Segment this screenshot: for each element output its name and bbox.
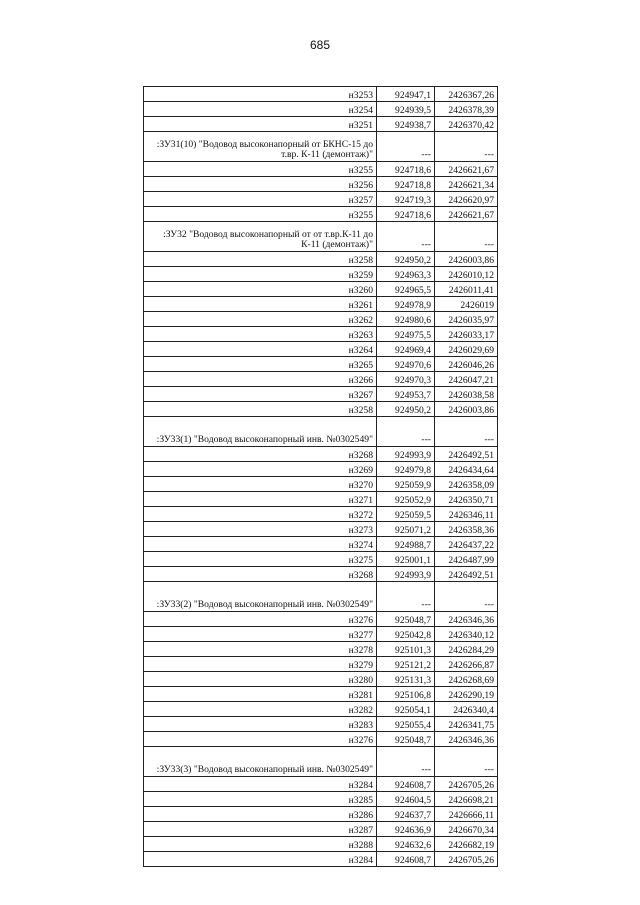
coordinate-x: 925059,5 <box>377 507 435 522</box>
coordinate-x: 924719,3 <box>377 192 435 207</box>
point-name: н3276 <box>144 612 377 627</box>
coordinate-x: 924969,4 <box>377 342 435 357</box>
point-name: н3283 <box>144 717 377 732</box>
coordinate-x: 925106,8 <box>377 687 435 702</box>
coordinate-x: --- <box>377 582 435 612</box>
coordinate-y: 2426358,36 <box>435 522 498 537</box>
point-name: н3262 <box>144 312 377 327</box>
coordinate-y: --- <box>435 417 498 447</box>
coordinate-x: 924718,6 <box>377 162 435 177</box>
point-name: н3278 <box>144 642 377 657</box>
section-header-row <box>144 132 498 162</box>
coordinate-x: 924947,1 <box>377 87 435 102</box>
table-row <box>144 702 498 717</box>
coordinate-x: 924988,7 <box>377 537 435 552</box>
coordinate-y: --- <box>435 222 498 252</box>
point-name: н3277 <box>144 627 377 642</box>
page-number: 685 <box>309 38 331 52</box>
point-name: н3263 <box>144 327 377 342</box>
coordinate-y: 2426047,21 <box>435 372 498 387</box>
table-row <box>144 162 498 177</box>
coordinate-y: 2426011,41 <box>435 282 498 297</box>
coordinate-x: 925048,7 <box>377 732 435 747</box>
point-name: н3282 <box>144 702 377 717</box>
point-name: н3271 <box>144 492 377 507</box>
table-row <box>144 537 498 552</box>
coordinate-x: 924938,7 <box>377 117 435 132</box>
point-name: н3264 <box>144 342 377 357</box>
point-name: н3287 <box>144 822 377 837</box>
point-name: н3261 <box>144 297 377 312</box>
coordinate-y: 2426346,11 <box>435 507 498 522</box>
point-name: н3268 <box>144 447 377 462</box>
coordinate-x: 925048,7 <box>377 612 435 627</box>
section-title: :ЗУ33(1) "Водовод высоконапорный инв. №0302549" <box>144 417 377 447</box>
coordinate-x: 925042,8 <box>377 627 435 642</box>
coordinate-x: 924632,6 <box>377 837 435 852</box>
table-row <box>144 252 498 267</box>
table-row <box>144 312 498 327</box>
coordinate-x: 924993,9 <box>377 567 435 582</box>
section-title: :ЗУ31(10) "Водовод высоконапорный от БКНС-15 до т.вр. К-11 (демонтаж)" <box>144 132 377 162</box>
coordinate-x: --- <box>377 222 435 252</box>
coordinate-y: 2426621,34 <box>435 177 498 192</box>
point-name: н3255 <box>144 207 377 222</box>
table-row <box>144 657 498 672</box>
coordinate-x: 924993,9 <box>377 447 435 462</box>
coordinate-x: 924963,3 <box>377 267 435 282</box>
coordinate-x: 924979,8 <box>377 462 435 477</box>
point-name: н3268 <box>144 567 377 582</box>
coordinate-y: 2426029,69 <box>435 342 498 357</box>
table-row <box>144 567 498 582</box>
coordinate-y: 2426705,26 <box>435 852 498 867</box>
coordinate-y: 2426340,4 <box>435 702 498 717</box>
coordinate-y: 2426046,26 <box>435 357 498 372</box>
coordinate-x: 924950,2 <box>377 252 435 267</box>
coordinate-y: 2426340,12 <box>435 627 498 642</box>
section-title: :ЗУ33(2) "Водовод высоконапорный инв. №0302549" <box>144 582 377 612</box>
coordinate-x: 924636,9 <box>377 822 435 837</box>
table-row <box>144 372 498 387</box>
table-row <box>144 402 498 417</box>
section-title: :ЗУ33(3) "Водовод высоконапорный инв. №0302549" <box>144 747 377 777</box>
table-row <box>144 357 498 372</box>
table-row <box>144 807 498 822</box>
coordinate-y: 2426370,42 <box>435 117 498 132</box>
table-row <box>144 447 498 462</box>
point-name: н3253 <box>144 87 377 102</box>
table-row <box>144 672 498 687</box>
table-row <box>144 612 498 627</box>
coordinate-y: 2426038,58 <box>435 387 498 402</box>
coordinate-y: 2426492,51 <box>435 447 498 462</box>
point-name: н3256 <box>144 177 377 192</box>
table-row <box>144 492 498 507</box>
coordinate-x: 925121,2 <box>377 657 435 672</box>
coordinate-y: 2426003,86 <box>435 252 498 267</box>
coordinate-y: 2426682,19 <box>435 837 498 852</box>
section-header-row <box>144 747 498 777</box>
point-name: н3260 <box>144 282 377 297</box>
table-row <box>144 642 498 657</box>
point-name: н3281 <box>144 687 377 702</box>
coordinate-y: 2426620,97 <box>435 192 498 207</box>
coordinates-table-body <box>144 87 498 867</box>
coordinate-x: 925071,2 <box>377 522 435 537</box>
table-row <box>144 87 498 102</box>
point-name: н3272 <box>144 507 377 522</box>
coordinate-y: 2426010,12 <box>435 267 498 282</box>
coordinate-x: 924939,5 <box>377 102 435 117</box>
point-name: н3274 <box>144 537 377 552</box>
coordinate-y: 2426035,97 <box>435 312 498 327</box>
coordinate-y: 2426346,36 <box>435 732 498 747</box>
table-row <box>144 822 498 837</box>
coordinate-y: 2426341,75 <box>435 717 498 732</box>
point-name: н3279 <box>144 657 377 672</box>
table-row <box>144 282 498 297</box>
coordinate-x: 925059,9 <box>377 477 435 492</box>
point-name: н3266 <box>144 372 377 387</box>
section-header-row <box>144 582 498 612</box>
table-row <box>144 462 498 477</box>
coordinate-x: 924718,6 <box>377 207 435 222</box>
coordinate-x: 924637,7 <box>377 807 435 822</box>
point-name: н3276 <box>144 732 377 747</box>
coordinate-x: --- <box>377 132 435 162</box>
point-name: н3258 <box>144 252 377 267</box>
coordinate-y: 2426666,11 <box>435 807 498 822</box>
coordinate-x: 925052,9 <box>377 492 435 507</box>
coordinate-x: 924965,5 <box>377 282 435 297</box>
point-name: н3269 <box>144 462 377 477</box>
coordinate-x: 924980,6 <box>377 312 435 327</box>
coordinate-y: --- <box>435 582 498 612</box>
coordinate-x: 924970,6 <box>377 357 435 372</box>
coordinate-y: 2426378,39 <box>435 102 498 117</box>
coordinate-y: 2426437,22 <box>435 537 498 552</box>
coordinate-x: 924978,9 <box>377 297 435 312</box>
table-row <box>144 627 498 642</box>
section-header-row <box>144 417 498 447</box>
coordinate-x: 924953,7 <box>377 387 435 402</box>
coordinate-y: 2426487,99 <box>435 552 498 567</box>
table-row <box>144 852 498 867</box>
table-row <box>144 342 498 357</box>
coordinate-x: 924975,5 <box>377 327 435 342</box>
point-name: н3255 <box>144 162 377 177</box>
table-row <box>144 792 498 807</box>
table-row <box>144 522 498 537</box>
coordinate-x: --- <box>377 747 435 777</box>
table-row <box>144 477 498 492</box>
point-name: н3258 <box>144 402 377 417</box>
coordinate-x: 924608,7 <box>377 852 435 867</box>
point-name: н3285 <box>144 792 377 807</box>
point-name: н3270 <box>144 477 377 492</box>
table-row <box>144 507 498 522</box>
table-row <box>144 837 498 852</box>
coordinate-y: 2426670,34 <box>435 822 498 837</box>
point-name: н3284 <box>144 852 377 867</box>
coordinate-y: 2426698,21 <box>435 792 498 807</box>
coordinate-x: 925131,3 <box>377 672 435 687</box>
coordinate-x: 924718,8 <box>377 177 435 192</box>
table-row <box>144 117 498 132</box>
table-row <box>144 777 498 792</box>
point-name: н3265 <box>144 357 377 372</box>
coordinate-x: 924608,7 <box>377 777 435 792</box>
table-row <box>144 387 498 402</box>
coordinate-x: --- <box>377 417 435 447</box>
table-row <box>144 267 498 282</box>
coordinate-y: 2426492,51 <box>435 567 498 582</box>
table-row <box>144 552 498 567</box>
point-name: н3286 <box>144 807 377 822</box>
point-name: н3257 <box>144 192 377 207</box>
section-header-row <box>144 222 498 252</box>
table-row <box>144 717 498 732</box>
coordinate-y: 2426266,87 <box>435 657 498 672</box>
point-name: н3275 <box>144 552 377 567</box>
table-row <box>144 327 498 342</box>
coordinate-x: 924970,3 <box>377 372 435 387</box>
table-row <box>144 207 498 222</box>
table-row <box>144 177 498 192</box>
coordinate-y: 2426033,17 <box>435 327 498 342</box>
coordinates-table <box>143 86 498 867</box>
point-name: н3251 <box>144 117 377 132</box>
coordinate-x: 925101,3 <box>377 642 435 657</box>
section-title: :ЗУ32 "Водовод высоконапорный от от т.вр.К-11 до К-11 (демонтаж)" <box>144 222 377 252</box>
point-name: н3273 <box>144 522 377 537</box>
coordinate-x: 925001,1 <box>377 552 435 567</box>
coordinate-y: 2426019 <box>435 297 498 312</box>
point-name: н3254 <box>144 102 377 117</box>
point-name: н3284 <box>144 777 377 792</box>
table-row <box>144 102 498 117</box>
coordinate-y: 2426346,36 <box>435 612 498 627</box>
coordinate-x: 924604,5 <box>377 792 435 807</box>
coordinate-y: 2426621,67 <box>435 162 498 177</box>
coordinate-y: 2426350,71 <box>435 492 498 507</box>
coordinate-y: 2426003,86 <box>435 402 498 417</box>
coordinate-y: 2426621,67 <box>435 207 498 222</box>
point-name: н3280 <box>144 672 377 687</box>
coordinate-y: --- <box>435 132 498 162</box>
point-name: н3288 <box>144 837 377 852</box>
coordinate-y: 2426358,09 <box>435 477 498 492</box>
coordinate-y: 2426705,26 <box>435 777 498 792</box>
point-name: н3267 <box>144 387 377 402</box>
coordinate-y: --- <box>435 747 498 777</box>
coordinate-y: 2426284,29 <box>435 642 498 657</box>
coordinate-x: 925055,4 <box>377 717 435 732</box>
coordinate-y: 2426290,19 <box>435 687 498 702</box>
table-row <box>144 687 498 702</box>
coordinate-y: 2426434,64 <box>435 462 498 477</box>
table-row <box>144 297 498 312</box>
coordinate-y: 2426268,69 <box>435 672 498 687</box>
point-name: н3259 <box>144 267 377 282</box>
table-row <box>144 732 498 747</box>
coordinate-x: 925054,1 <box>377 702 435 717</box>
coordinate-x: 924950,2 <box>377 402 435 417</box>
table-row <box>144 192 498 207</box>
coordinate-y: 2426367,26 <box>435 87 498 102</box>
